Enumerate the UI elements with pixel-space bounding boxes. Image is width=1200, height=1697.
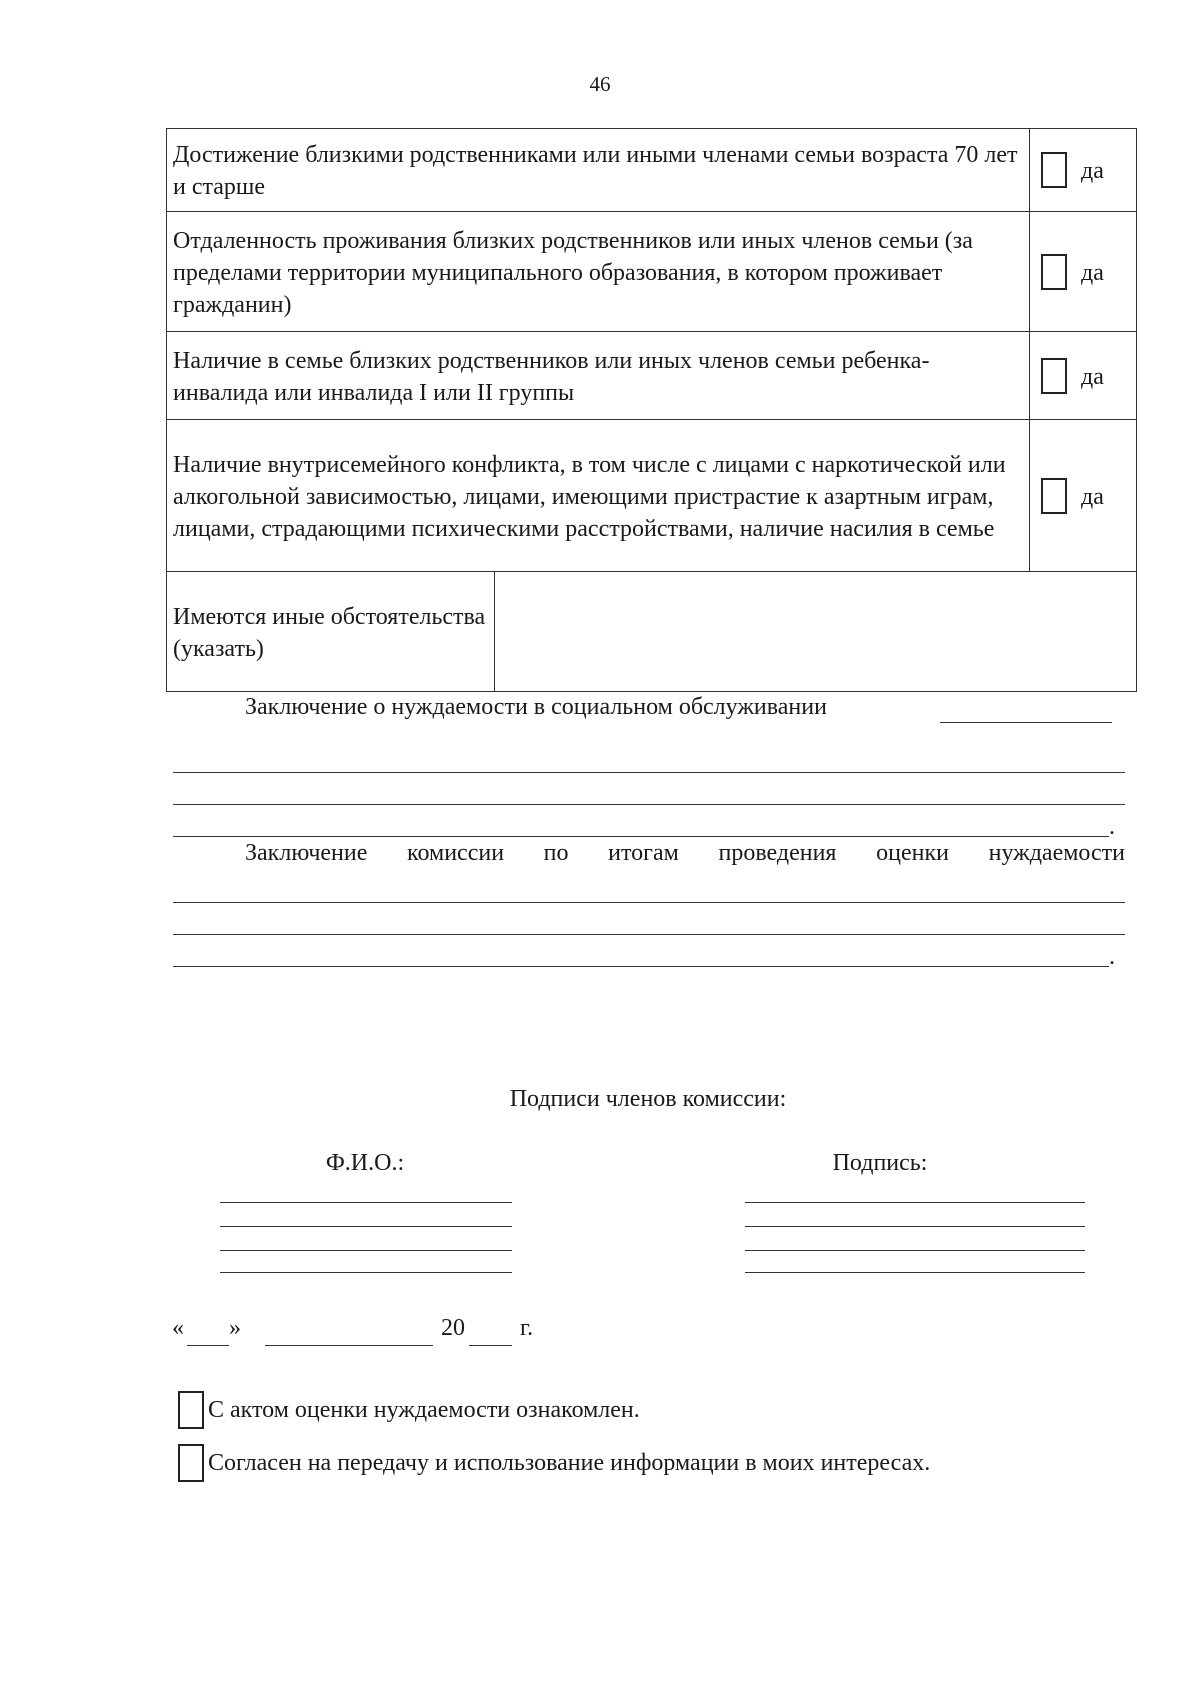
fio-line[interactable]	[220, 1226, 512, 1227]
row-text: Достижение близкими родственниками или иными членами семьи возраста 70 лет и старше	[167, 129, 1030, 212]
acknowledgement-checkbox[interactable]	[178, 1391, 204, 1429]
table-row	[167, 129, 1137, 212]
consent-row	[178, 1444, 930, 1482]
row-text: Наличие в семье близких родственников или иных членов семьи ребенка-инвалида или инвалида I или II группы	[167, 332, 1030, 420]
date-close-quote: »	[229, 1315, 241, 1341]
consent-checkbox[interactable]	[178, 1444, 204, 1482]
conclusion-need-line-1[interactable]	[940, 722, 1112, 723]
acknowledgement-row	[178, 1391, 640, 1429]
checkbox-yes-label: да	[1081, 259, 1104, 286]
signature-line[interactable]	[745, 1226, 1085, 1227]
signature-line[interactable]	[745, 1202, 1085, 1203]
conclusion-need-line-3[interactable]	[173, 804, 1125, 805]
circumstances-table	[166, 128, 1137, 692]
checkbox-yes[interactable]	[1041, 478, 1067, 514]
checkbox-yes-label: да	[1081, 363, 1104, 390]
conclusion-commission-line-2[interactable]	[173, 934, 1125, 935]
signature-line[interactable]	[745, 1272, 1085, 1273]
checkbox-yes[interactable]	[1041, 254, 1067, 290]
conclusion-commission-label: Заключение комиссии по итогам проведения оценки нуждаемости	[245, 840, 1125, 866]
period-mark: .	[1109, 944, 1115, 970]
signature-line[interactable]	[745, 1250, 1085, 1251]
page-number: 46	[589, 72, 611, 96]
signature-label: Подпись:	[832, 1150, 928, 1176]
row-text: Отдаленность проживания близких родственников или иных членов семьи (за пределами территории муниципального образования, в котором проживает гражданин)	[167, 212, 1030, 332]
checkbox-yes-label: да	[1081, 483, 1104, 510]
table-row	[167, 420, 1137, 572]
table-row	[167, 212, 1137, 332]
other-circumstances-field[interactable]	[495, 572, 1137, 692]
consent-text: Согласен на передачу и использование информации в моих интересах.	[208, 1449, 931, 1476]
checkbox-yes-label: да	[1081, 158, 1104, 184]
date-open-quote: «	[172, 1315, 184, 1341]
signatures-heading: Подписи членов комиссии:	[509, 1086, 787, 1112]
checkbox-yes[interactable]	[1041, 152, 1067, 188]
fio-label: Ф.И.О.:	[325, 1150, 405, 1176]
conclusion-commission-line-3[interactable]	[173, 966, 1109, 967]
acknowledgement-text: С актом оценки нуждаемости ознакомлен.	[208, 1396, 640, 1423]
date-year-prefix: 20	[441, 1315, 465, 1341]
period-mark: .	[1109, 814, 1115, 840]
date-day-field[interactable]	[187, 1345, 229, 1346]
checkbox-yes[interactable]	[1041, 358, 1067, 394]
row-text: Наличие внутрисемейного конфликта, в том числе с лицами с наркотической или алкогольной зависимостью, лицами, имеющими пристрастие к азартным играм, лицами, страдающими психическими расстройствами, наличие насилия в семье	[167, 420, 1030, 572]
other-circumstances-label: Имеются иные обстоятельства (указать)	[167, 572, 495, 692]
conclusion-commission-line-1[interactable]	[173, 902, 1125, 903]
table-row	[167, 332, 1137, 420]
conclusion-need-line-4[interactable]	[173, 836, 1109, 837]
fio-line[interactable]	[220, 1202, 512, 1203]
table-row	[167, 572, 1137, 692]
conclusion-need-line-2[interactable]	[173, 772, 1125, 773]
date-year-suffix: г.	[520, 1315, 534, 1341]
date-month-field[interactable]	[265, 1345, 433, 1346]
fio-line[interactable]	[220, 1250, 512, 1251]
conclusion-need-label: Заключение о нуждаемости в социальном обслуживании	[245, 694, 827, 720]
fio-line[interactable]	[220, 1272, 512, 1273]
date-year-field[interactable]	[469, 1345, 512, 1346]
